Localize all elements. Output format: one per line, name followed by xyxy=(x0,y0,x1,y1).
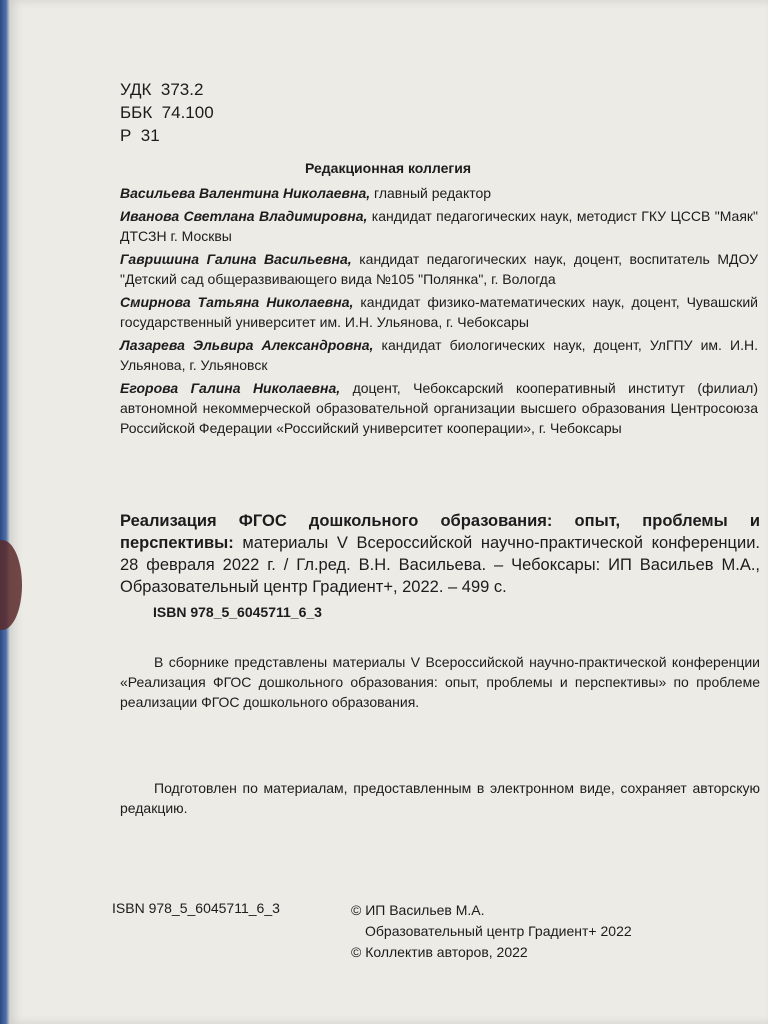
copyright-line: Образовательный центр Градиент+ 2022 xyxy=(365,923,632,939)
member-name: Егорова Галина Николаевна, xyxy=(120,380,341,396)
board-member xyxy=(120,206,758,246)
editorial-board-list xyxy=(120,183,758,441)
copyright-line: © Коллектив авторов, 2022 xyxy=(351,944,528,960)
member-role: кандидат педагогических наук, доцент, воспитатель МДОУ "Детский сад общеразвивающего вида №105 "Полянка", г. Вологда xyxy=(120,251,758,287)
member-name: Лазарева Эльвира Александровна, xyxy=(120,337,374,353)
member-name: Гавришина Галина Васильевна, xyxy=(120,251,352,267)
editorial-note: Подготовлен по материалам, предоставленным в электронном виде, сохраняет авторскую редакцию. xyxy=(120,780,760,816)
classification-codes xyxy=(120,78,214,147)
member-role: главный редактор xyxy=(370,185,492,201)
member-name: Васильева Валентина Николаевна, xyxy=(120,185,371,201)
board-member xyxy=(120,378,758,438)
member-role: кандидат физико-математических наук, доцент, Чувашский государственный университет им. И.Н. Ульянова, г. Чебоксары xyxy=(120,294,758,330)
member-role: кандидат педагогических наук, методист ГКУ ЦССВ "Маяк" ДТСЗН г. Москвы xyxy=(120,208,759,244)
book-title: Реализация ФГОС дошкольного образования: опыт, проблемы и перспективы: xyxy=(120,512,760,552)
isbn-bottom: ISBN 978_5_6045711_6_3 xyxy=(112,900,280,916)
board-member xyxy=(120,335,758,375)
publication-details: материалы V Всероссийской научно-практической конференции. 28 февраля 2022 г. / Гл.ред. В.Н. Васильева. – Чебоксары: ИП Васильев М.А., Образовательный центр Градиент+, 2022. – 499 с. xyxy=(120,534,760,596)
author-mark: Р 31 xyxy=(120,126,160,145)
editorial-board-title: Редакционная коллегия xyxy=(305,160,471,176)
book-page xyxy=(8,0,768,1024)
board-member xyxy=(120,249,758,289)
board-member xyxy=(120,292,758,332)
member-role: доцент, Чебоксарский кооперативный институт (филиал) автономной некоммерческой образовательной организации высшего образования Центросоюза Российской Федерации «Российский университет кооперации», г. Чебоксары xyxy=(120,380,758,436)
member-name: Смирнова Татьяна Николаевна, xyxy=(120,294,354,310)
isbn-top: ISBN 978_5_6045711_6_3 xyxy=(153,604,322,620)
abstract-paragraph: В сборнике представлены материалы V Всероссийской научно-практической конференции «Реализация ФГОС дошкольного образования: опыт, проблемы и перспективы» по проблеме реализации ФГОС дошкольного образования. xyxy=(120,654,760,710)
member-role: кандидат биологических наук, доцент, УлГПУ им. И.Н. Ульянова, г. Ульяновск xyxy=(120,337,758,373)
member-name: Иванова Светлана Владимировна, xyxy=(120,208,368,224)
bbk-code: ББК 74.100 xyxy=(120,103,214,122)
board-member xyxy=(120,183,758,203)
bibliographic-description xyxy=(120,510,760,598)
book-cover-edge xyxy=(0,0,10,1024)
copyright-line: © ИП Васильев М.А. xyxy=(351,902,485,918)
copyright-block xyxy=(351,900,632,963)
udc-code: УДК 373.2 xyxy=(120,80,204,99)
